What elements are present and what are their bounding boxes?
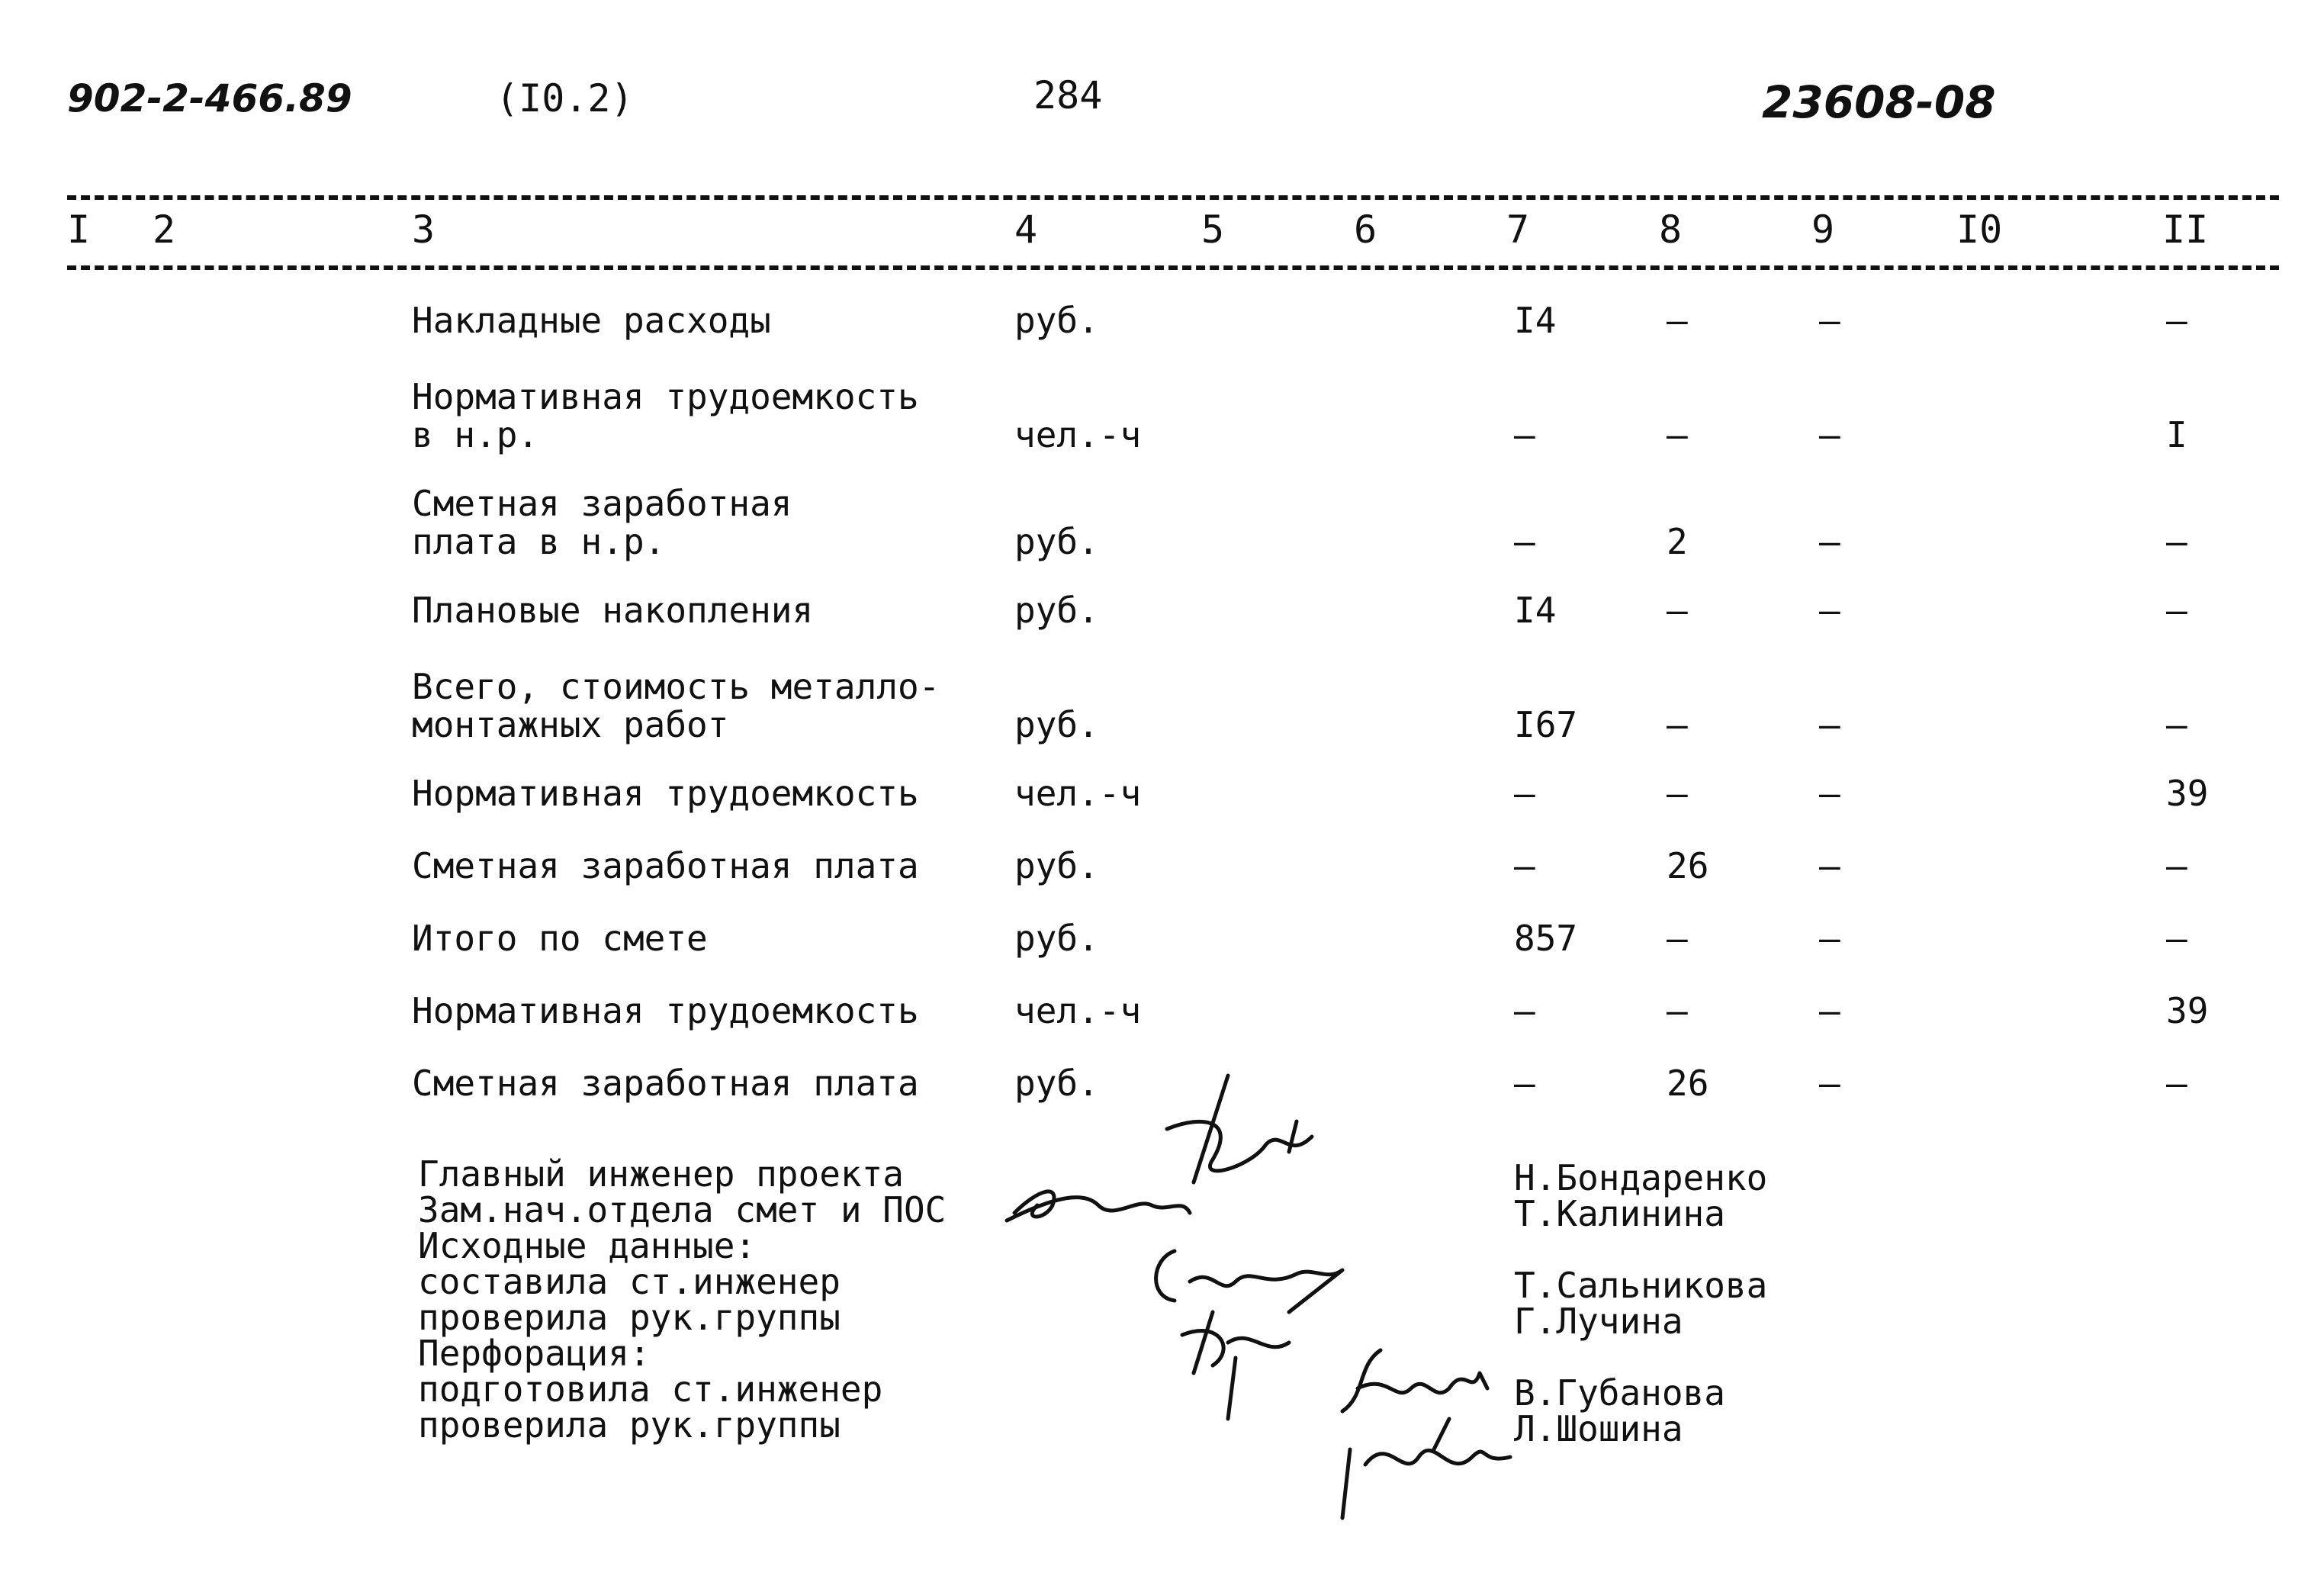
- signatory-role: Главный инженер проекта: [418, 1153, 904, 1195]
- signatory-name: Т.Сальникова: [1514, 1265, 1768, 1306]
- inventory-stamp-number: 23608-08: [1762, 76, 1996, 128]
- row-col11-value: 39: [2166, 990, 2209, 1031]
- column-number: 9: [1811, 207, 1835, 252]
- signatory-role: Исходные данные:: [418, 1225, 757, 1266]
- signatory-name: Н.Бондаренко: [1514, 1157, 1768, 1198]
- row-col11-value: I: [2166, 414, 2187, 455]
- row-col9-value: –: [1819, 1063, 1840, 1104]
- row-col7-value: –: [1514, 773, 1535, 814]
- row-col9-value: –: [1819, 773, 1840, 814]
- row-col7-value: 857: [1514, 918, 1578, 959]
- column-number: 5: [1201, 207, 1225, 252]
- row-unit: чел.-ч: [1014, 414, 1142, 455]
- row-unit: руб.: [1014, 590, 1099, 631]
- row-col7-value: –: [1514, 1063, 1535, 1104]
- row-col8-value: –: [1667, 300, 1688, 341]
- signatory-role: проверила рук.группы: [418, 1297, 841, 1338]
- signature-zam-nach: [1007, 1192, 1190, 1221]
- row-item-name: в н.р.: [412, 414, 539, 455]
- row-item-name: Нормативная трудоемкость: [412, 773, 919, 814]
- row-item-name: плата в н.р.: [412, 521, 666, 562]
- signatory-name: В.Губанова: [1514, 1372, 1725, 1414]
- row-item-name: монтажных работ: [412, 704, 729, 745]
- row-col9-value: –: [1819, 521, 1840, 562]
- row-col11-value: –: [2166, 845, 2187, 886]
- row-item-name: Нормативная трудоемкость: [412, 376, 919, 417]
- column-number: 3: [412, 207, 436, 252]
- row-item-name: Накладные расходы: [412, 300, 771, 341]
- row-unit: руб.: [1014, 704, 1099, 745]
- signatory-name: Л.Шошина: [1514, 1408, 1683, 1449]
- row-col8-value: 2: [1667, 521, 1688, 562]
- row-item-name: Нормативная трудоемкость: [412, 990, 919, 1031]
- row-item-name: Итого по смете: [412, 918, 708, 959]
- row-col8-value: 26: [1667, 1063, 1709, 1104]
- row-col7-value: –: [1514, 845, 1535, 886]
- column-number: 7: [1506, 207, 1530, 252]
- row-col11-value: –: [2166, 300, 2187, 341]
- signatory-role: проверила рук.группы: [418, 1404, 841, 1446]
- signature-luchina: [1182, 1312, 1289, 1419]
- column-number: 4: [1014, 207, 1038, 252]
- column-number: I0: [1956, 207, 2003, 252]
- row-col11-value: –: [2166, 918, 2187, 959]
- row-col9-value: –: [1819, 845, 1840, 886]
- row-col9-value: –: [1819, 300, 1840, 341]
- row-col9-value: –: [1819, 918, 1840, 959]
- row-col7-value: –: [1514, 990, 1535, 1031]
- column-number: II: [2162, 207, 2209, 252]
- row-unit: руб.: [1014, 521, 1099, 562]
- row-col8-value: –: [1667, 990, 1688, 1031]
- signature-glavny-inzhener: [1167, 1076, 1312, 1182]
- signatory-role: подготовила ст.инженер: [418, 1369, 883, 1410]
- column-number: I: [67, 207, 91, 252]
- row-col8-value: –: [1667, 773, 1688, 814]
- row-col7-value: –: [1514, 414, 1535, 455]
- row-col8-value: –: [1667, 918, 1688, 959]
- signatory-role: составила ст.инженер: [418, 1261, 841, 1302]
- section-number: (I0.2): [496, 76, 634, 121]
- row-item-name: Всего, стоимость металло-: [412, 666, 940, 707]
- row-col8-value: –: [1667, 704, 1688, 745]
- signatory-name: Г.Лучина: [1514, 1301, 1683, 1342]
- row-col9-value: –: [1819, 990, 1840, 1031]
- row-col11-value: –: [2166, 521, 2187, 562]
- row-col9-value: –: [1819, 704, 1840, 745]
- row-col9-value: –: [1819, 590, 1840, 631]
- row-unit: руб.: [1014, 845, 1099, 886]
- row-col8-value: –: [1667, 590, 1688, 631]
- row-col11-value: –: [2166, 1063, 2187, 1104]
- row-col7-value: I4: [1514, 300, 1557, 341]
- signatory-name: Т.Калинина: [1514, 1193, 1725, 1234]
- row-col7-value: I4: [1514, 590, 1557, 631]
- document-code: 902-2-466.89: [67, 76, 352, 121]
- column-number: 8: [1659, 207, 1683, 252]
- page-number: 284: [1033, 73, 1103, 117]
- signatory-role: Перфорация:: [418, 1333, 651, 1374]
- row-unit: руб.: [1014, 300, 1099, 341]
- row-col11-value: –: [2166, 590, 2187, 631]
- row-item-name: Сметная заработная плата: [412, 1063, 919, 1104]
- column-number: 6: [1354, 207, 1377, 252]
- row-unit: чел.-ч: [1014, 990, 1142, 1031]
- row-item-name: Плановые накопления: [412, 590, 814, 631]
- signature-shoshina: [1342, 1419, 1510, 1518]
- signature-salnikova: [1156, 1251, 1342, 1312]
- row-unit: чел.-ч: [1014, 773, 1142, 814]
- row-col7-value: I67: [1514, 704, 1578, 745]
- row-item-name: Сметная заработная: [412, 483, 792, 524]
- row-col8-value: –: [1667, 414, 1688, 455]
- row-item-name: Сметная заработная плата: [412, 845, 919, 886]
- row-col7-value: –: [1514, 521, 1535, 562]
- row-col11-value: 39: [2166, 773, 2209, 814]
- column-number: 2: [153, 207, 176, 252]
- row-col9-value: –: [1819, 414, 1840, 455]
- row-unit: руб.: [1014, 1063, 1099, 1104]
- row-col8-value: 26: [1667, 845, 1709, 886]
- row-unit: руб.: [1014, 918, 1099, 959]
- row-col11-value: –: [2166, 704, 2187, 745]
- signatory-role: Зам.нач.отдела смет и ПОС: [418, 1189, 947, 1230]
- signature-gubanova: [1342, 1350, 1487, 1411]
